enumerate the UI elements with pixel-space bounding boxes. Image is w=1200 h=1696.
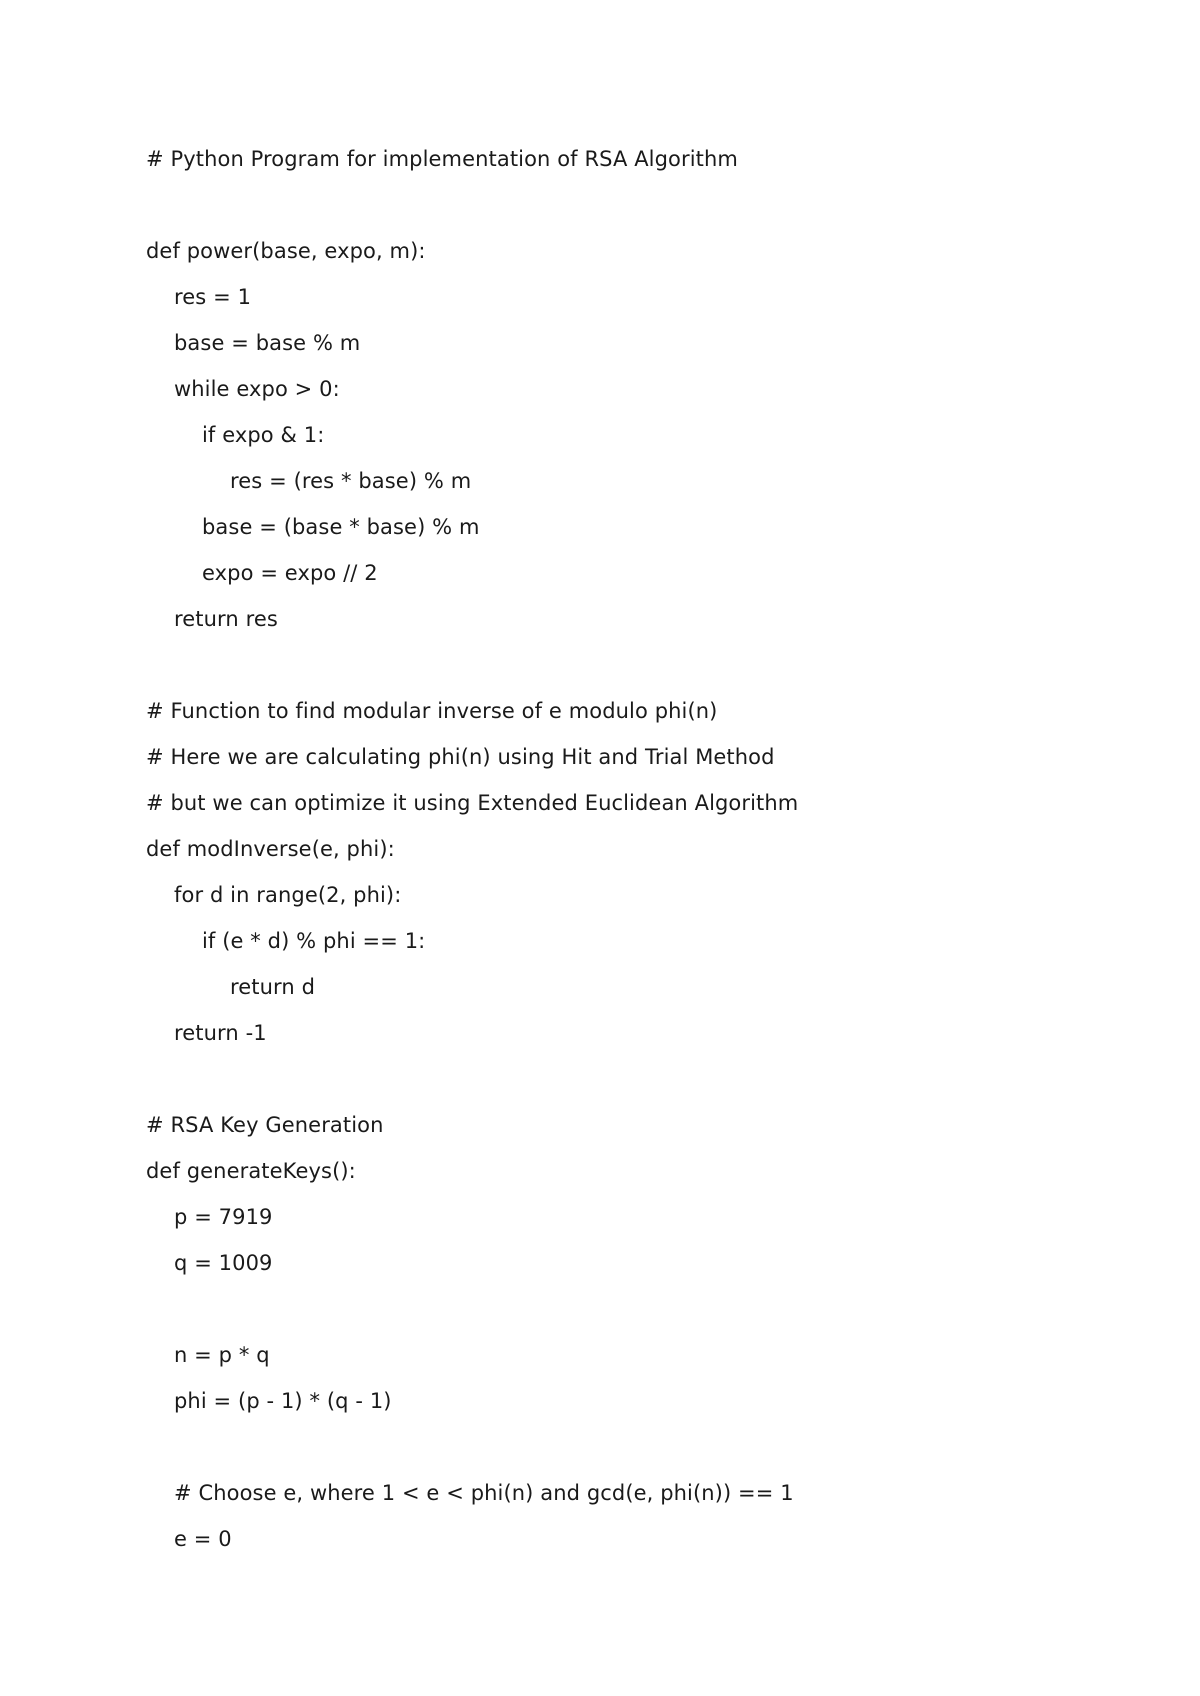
- code-line: def generateKeys():: [146, 1159, 356, 1183]
- blank-line: [146, 1430, 1146, 1476]
- code-line: n = p * q: [174, 1343, 270, 1367]
- code-listing: [146, 142, 1146, 1568]
- code-line: # Here we are calculating phi(n) using Hit and Trial Method: [146, 745, 775, 769]
- code-line: if expo & 1:: [202, 423, 325, 447]
- blank-line: [146, 1292, 1146, 1338]
- code-line: expo = expo // 2: [202, 561, 378, 585]
- code-line: phi = (p - 1) * (q - 1): [174, 1389, 392, 1413]
- code-line: res = 1: [174, 285, 252, 309]
- code-line: def power(base, expo, m):: [146, 239, 426, 263]
- code-line: # Function to find modular inverse of e modulo phi(n): [146, 699, 718, 723]
- code-line: p = 7919: [174, 1205, 273, 1229]
- code-line: for d in range(2, phi):: [174, 883, 402, 907]
- blank-line: [146, 188, 1146, 234]
- code-line: def modInverse(e, phi):: [146, 837, 395, 861]
- code-line: q = 1009: [174, 1251, 273, 1275]
- code-line: return d: [230, 975, 316, 999]
- code-line: res = (res * base) % m: [230, 469, 472, 493]
- code-line: if (e * d) % phi == 1:: [202, 929, 426, 953]
- code-line: # Choose e, where 1 < e < phi(n) and gcd(e, phi(n)) == 1: [174, 1481, 794, 1505]
- code-line: while expo > 0:: [174, 377, 340, 401]
- code-line: e = 0: [174, 1527, 232, 1551]
- blank-line: [146, 1062, 1146, 1108]
- code-line: base = (base * base) % m: [202, 515, 480, 539]
- code-line: base = base % m: [174, 331, 361, 355]
- code-line: return -1: [174, 1021, 267, 1045]
- code-line: # Python Program for implementation of RSA Algorithm: [146, 147, 738, 171]
- code-line: # but we can optimize it using Extended Euclidean Algorithm: [146, 791, 799, 815]
- blank-line: [146, 648, 1146, 694]
- code-line: # RSA Key Generation: [146, 1113, 384, 1137]
- code-line: return res: [174, 607, 278, 631]
